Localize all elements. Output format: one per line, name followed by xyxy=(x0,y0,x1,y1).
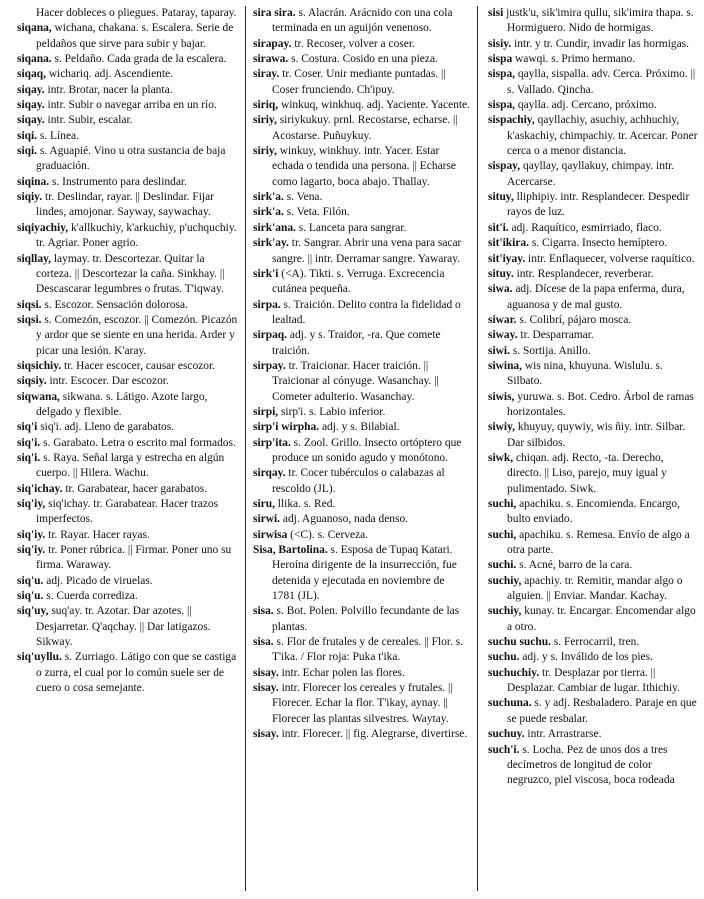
dictionary-entry xyxy=(488,390,699,421)
entry-definition: s. Línea. xyxy=(37,129,79,142)
entry-definition: siq'ichay. tr. Garabatear. Hacer trazos imperfectos. xyxy=(36,498,219,526)
dictionary-entry xyxy=(17,98,239,113)
entry-definition: tr. Poner rúbrica. || Firmar. Poner uno su firma. Waraway. xyxy=(36,544,232,572)
entry-definition: s. Aguapié. Vino u otra sustancia de baja graduación. xyxy=(36,145,226,173)
dictionary-entry xyxy=(488,420,699,451)
dictionary-entry xyxy=(253,190,470,205)
entry-definition: apachiku. s. Encomienda. Encargo, bulto enviado. xyxy=(507,498,680,526)
dictionary-entry xyxy=(488,604,699,635)
dictionary-entry xyxy=(488,6,699,37)
entry-headword: sisi xyxy=(488,7,504,19)
entry-headword: siqi. xyxy=(17,145,38,158)
dictionary-entry xyxy=(488,359,699,390)
entry-headword: siwiy, xyxy=(488,421,516,434)
entry-definition: tr. Garabatear, hacer garabatos. xyxy=(62,482,208,495)
entry-definition: tr. Coser. Unir mediante puntadas. || Coser frunciendo. Ch'ipuy. xyxy=(272,68,446,96)
dictionary-entry xyxy=(488,67,699,98)
entry-headword: siqsi. xyxy=(17,313,42,326)
dictionary-entry xyxy=(17,482,239,497)
entry-definition: s. Traición. Delito contra la fidelidad o lealtad. xyxy=(272,298,461,326)
entry-headword: sispa, xyxy=(488,68,516,81)
dictionary-entry xyxy=(253,681,470,727)
dictionary-entry xyxy=(253,98,470,113)
dictionary-entry xyxy=(488,528,699,559)
entry-definition: s. Acné, barro de la cara. xyxy=(516,559,633,572)
entry-headword: siwi. xyxy=(488,344,510,357)
entry-headword: sirk'a. xyxy=(253,206,284,219)
entry-definition: kunay. tr. Encargar. Encomendar algo a otro. xyxy=(507,605,696,633)
entry-definition: intr. y tr. Cundir, invadir las hormigas. xyxy=(511,37,689,50)
entry-headword: siriy, xyxy=(253,114,277,127)
dictionary-entry xyxy=(253,420,470,435)
dictionary-entry xyxy=(253,298,470,329)
dictionary-entry xyxy=(17,497,239,528)
dictionary-entry xyxy=(253,497,470,512)
entry-definition: adj. Raquítico, esmirriado, flaco. xyxy=(508,221,662,234)
dictionary-entry xyxy=(17,298,239,313)
dictionary-entry xyxy=(488,666,699,697)
entry-definition: intr. Echar polen las flores. xyxy=(278,666,405,679)
dictionary-entry xyxy=(488,344,699,359)
entry-headword: siq'i. xyxy=(17,451,41,464)
entry-headword: sirwi. xyxy=(253,513,281,526)
entry-definition: s. Instrumento para deslindar. xyxy=(49,175,187,188)
dictionary-entry xyxy=(253,144,470,190)
dictionary-entry xyxy=(253,466,470,497)
dictionary-entry xyxy=(17,359,239,374)
entry-definition: s. Zool. Grillo. Insecto ortóptero que produce un sonido agudo y monótono. xyxy=(272,436,462,464)
dictionary-entry xyxy=(17,6,239,21)
entry-headword: siriy, xyxy=(253,145,277,158)
entry-definition: s. Raya. Señal larga y estrecha en algún cuerpo. || Hilera. Wachu. xyxy=(36,451,225,480)
entry-definition: tr. Hacer escocer, causar escozor. xyxy=(61,359,216,372)
entry-headword: siwk, xyxy=(488,451,514,464)
entry-headword: sirk'a. xyxy=(253,191,284,204)
entry-definition: apachiku. s. Remesa. Envío de algo a otra parte. xyxy=(507,528,690,557)
entry-headword: siq'iy, xyxy=(17,498,46,510)
entry-definition: s. Cigarra. Insecto hemíptero. xyxy=(529,237,668,250)
entry-definition: s. Colibrí, pájaro mosca. xyxy=(516,313,632,326)
entry-definition: tr. Desplazar por tierra. || Desplazar. Cambiar de lugar. Ithichiy. xyxy=(507,666,680,695)
entry-definition: wichana, chakana. s. Escalera. Serie de peldaños que sirve para subir y bajar. xyxy=(36,22,234,50)
entry-headword: sit'i. xyxy=(488,221,509,234)
entry-definition: qayllachiy, asuchiy, achhuchiy, k'askachiy, chimpachiy. tr. Acercar. Poner cerca o a menor distancia. xyxy=(507,114,698,158)
dictionary-entry xyxy=(17,175,239,190)
entry-headword: sirawa. xyxy=(253,53,289,66)
entry-headword: sispachiy, xyxy=(488,114,535,127)
entry-definition: sikwana. s. Látigo. Azote largo, delgado y flexible. xyxy=(36,390,208,418)
dictionary-entry xyxy=(17,604,239,650)
entry-headword: siray. xyxy=(253,68,280,81)
column-divider xyxy=(477,6,478,891)
dictionary-entry xyxy=(488,497,699,528)
dictionary-entry xyxy=(253,436,470,467)
entry-headword: suchiy, xyxy=(488,605,522,618)
dictionary-entry xyxy=(17,436,239,451)
entry-headword: siqsiy. xyxy=(17,375,47,388)
entry-headword: suchu. xyxy=(488,651,520,664)
entry-definition: adj. Dícese de la papa enferma, dura, aguanosa y de mal gusto. xyxy=(507,283,685,311)
entry-headword: siq'uy, xyxy=(17,605,49,618)
dictionary-entry xyxy=(488,98,699,113)
entry-definition: wawqi. s. Primo hermano. xyxy=(512,53,636,66)
dictionary-entry xyxy=(17,589,239,604)
dictionary-entry xyxy=(488,159,699,190)
entry-definition: lliphipiy. intr. Resplandecer. Despedir rayos de luz. xyxy=(507,191,690,219)
entry-definition: tr. Deslindar, rayar. || Deslindar. Fijar lindes, amojonar. Sayway, saywachay. xyxy=(36,191,214,219)
entry-headword: sirpa. xyxy=(253,298,281,311)
entry-headword: suchu suchu. xyxy=(488,636,551,649)
column-2 xyxy=(253,6,470,743)
entry-headword: siwa. xyxy=(488,283,513,296)
entry-definition: s. Costura. Cosido en una pieza. xyxy=(288,53,438,66)
entry-headword: sispa xyxy=(488,53,513,66)
dictionary-entry xyxy=(17,129,239,144)
entry-definition: wichariq. adj. Ascendiente. xyxy=(45,68,173,81)
entry-definition: s. Ferrocarril, tren. xyxy=(550,636,640,649)
entry-headword: sit'iyay. xyxy=(488,252,526,265)
dictionary-entry xyxy=(488,650,699,665)
dictionary-entry xyxy=(253,405,470,420)
dictionary-entry xyxy=(253,666,470,681)
entry-definition: adj. Aguanoso, nada denso. xyxy=(280,513,409,526)
entry-headword: siqiy. xyxy=(17,191,43,204)
entry-definition: suq'ay. tr. Azotar. Dar azotes. || Desjarretar. Q'aqchay. || Dar latigazos. Sikway. xyxy=(36,605,211,649)
entry-definition: winkuq, winkhuq. adj. Yaciente. Yacente. xyxy=(278,99,470,112)
dictionary-entry xyxy=(488,282,699,313)
dictionary-entry xyxy=(17,252,239,298)
entry-headword: siqina. xyxy=(17,175,50,188)
entry-definition: intr. Florecer los cereales y frutales. || Florecer. Echar la flor. T'ikay, aynay. || Florecer las plantas silvestres. Waytay. xyxy=(272,682,453,725)
entry-definition: apachiy. tr. Remitir, mandar algo o alguien. || Enviar. Mandar. Kachay. xyxy=(507,574,683,603)
entry-headword: sit'ikira. xyxy=(488,237,529,250)
entry-headword: siwis, xyxy=(488,390,515,403)
entry-headword: sisa. xyxy=(253,605,274,618)
dictionary-entry xyxy=(253,52,470,67)
entry-headword: siqsichiy. xyxy=(17,359,62,372)
dictionary-entry xyxy=(17,221,239,252)
entry-headword: siwina, xyxy=(488,359,523,372)
entry-definition: s. Vena. xyxy=(283,191,323,204)
entry-definition: s. Cuerda corrediza. xyxy=(43,590,138,603)
entry-headword: sirqay. xyxy=(253,467,286,480)
entry-headword: siq'uyllu. xyxy=(17,651,62,664)
dictionary-entry xyxy=(253,113,470,144)
entry-definition: s. y adj. Resbaladero. Paraje en que se puede resbalar. xyxy=(507,697,697,725)
entry-headword: siq'i. xyxy=(17,436,41,449)
entry-definition: khuyuy, quywiy, wis ñiy. intr. Silbar. Dar silbidos. xyxy=(507,421,686,449)
entry-definition: tr. Sangrar. Abrir una vena para sacar sangre. || intr. Derramar sangre. Yawaray. xyxy=(272,237,462,265)
entry-definition: intr. Enflaquecer, volverse raquítico. xyxy=(525,252,695,265)
entry-definition: intr. Subir o navegar arriba en un río. xyxy=(44,99,217,112)
entry-definition: s. Sortija. Anillo. xyxy=(509,344,591,357)
dictionary-entry xyxy=(488,52,699,67)
dictionary-entry xyxy=(17,374,239,389)
entry-headword: sirpi, xyxy=(253,405,279,418)
entry-definition: intr. Subir, escalar. xyxy=(44,114,133,127)
entry-definition: sirp'i. s. Labio inferior. xyxy=(278,405,386,418)
entry-definition: intr. Resplandecer, reverberar. xyxy=(513,267,654,280)
entry-definition: s. Garabato. Letra o escrito mal formados. xyxy=(40,436,236,449)
entry-headword: siqana. xyxy=(17,53,52,66)
entry-headword: siq'ichay. xyxy=(17,482,63,495)
entry-definition: s. Locha. Pez de unos dos a tres decímetros de longitud de color negruzco, piel viscosa, boca rodeada xyxy=(507,743,675,787)
entry-definition: tr. Cocer tubérculos o calabazas al rescoldo (JL). xyxy=(272,467,445,495)
dictionary-entry xyxy=(17,113,239,128)
entry-headword: siq'u. xyxy=(17,574,44,587)
entry-headword: suchuy. xyxy=(488,728,525,741)
entry-headword: siq'iy. xyxy=(17,544,46,557)
entry-definition: adj. y s. Inválido de los pies. xyxy=(519,651,653,664)
entry-headword: sirp'i wirpha. xyxy=(253,421,320,434)
entry-headword: siqay. xyxy=(17,83,45,96)
entry-definition: qaylla. adj. Cercano, próximo. xyxy=(515,99,657,112)
dictionary-entry xyxy=(17,67,239,82)
dictionary-entry xyxy=(488,236,699,251)
dictionary-entry xyxy=(253,727,470,742)
entry-headword: siqaq, xyxy=(17,68,46,81)
entry-definition: intr. Florecer. || fig. Alegrarse, divertirse. xyxy=(278,728,468,741)
dictionary-entry xyxy=(17,83,239,98)
entry-headword: sispay, xyxy=(488,160,521,173)
entry-headword: sisay. xyxy=(253,682,279,695)
dictionary-entry xyxy=(253,267,470,298)
entry-definition: Hacer dobleces o pliegues. Pataray, taparay. xyxy=(36,7,237,19)
entry-definition: siriykukuy. prnl. Recostarse, echarse. || Acostarse. Puñuykuy. xyxy=(272,114,458,142)
entry-definition: adj. y s. Bilabial. xyxy=(319,421,400,434)
entry-headword: siq'iy. xyxy=(17,528,46,541)
dictionary-entry xyxy=(253,359,470,405)
dictionary-entry xyxy=(17,21,239,52)
entry-headword: siqsi. xyxy=(17,298,42,311)
entry-definition: (<A). Tikti. s. Verruga. Excrecencia cutánea pequeña. xyxy=(272,267,445,296)
entry-headword: siqana, xyxy=(17,22,52,35)
dictionary-entry xyxy=(17,144,239,175)
entry-headword: Sisa, Bartolina. xyxy=(253,544,328,557)
entry-headword: siwar. xyxy=(488,313,517,326)
dictionary-entry xyxy=(488,313,699,328)
entry-headword: sisay. xyxy=(253,666,279,679)
entry-headword: sirp'ita. xyxy=(253,436,291,449)
dictionary-entry xyxy=(17,574,239,589)
entry-definition: intr. Arrastrarse. xyxy=(524,728,602,741)
dictionary-entry xyxy=(488,574,699,605)
entry-headword: siru, xyxy=(253,498,275,510)
dictionary-entry xyxy=(253,512,470,527)
dictionary-entry xyxy=(488,113,699,159)
column-3 xyxy=(488,6,699,789)
entry-definition: intr. Brotar, nacer la planta. xyxy=(44,83,173,96)
entry-definition: s. Zurriago. Látigo con que se castiga o zurra, el cual por lo común suele ser de cuero o cosa semejante. xyxy=(36,651,237,695)
dictionary-entry xyxy=(488,635,699,650)
entry-headword: suchuchiy. xyxy=(488,666,540,679)
entry-headword: sisa. xyxy=(253,636,274,649)
dictionary-entry xyxy=(488,558,699,573)
entry-headword: sira sira. xyxy=(253,7,296,19)
entry-definition: s. Bot. Polen. Polvillo fecundante de las plantas. xyxy=(272,605,460,633)
dictionary-entry xyxy=(253,6,470,37)
entry-definition: intr. Escocer. Dar escozor. xyxy=(46,375,169,388)
entry-definition: qayllay, qayllakuy, chimpay. intr. Acercarse. xyxy=(507,160,675,188)
entry-headword: sirpaq. xyxy=(253,329,288,342)
dictionary-entry xyxy=(488,328,699,343)
entry-definition: justk'u, sik'imira qullu, sik'imira thapa. s. Hormiguero. Nido de hormigas. xyxy=(503,7,694,35)
dictionary-entry xyxy=(17,390,239,421)
entry-definition: (<C). s. Cerveza. xyxy=(287,528,369,541)
dictionary-entry xyxy=(253,328,470,359)
entry-definition: s. Veta. Filón. xyxy=(283,206,350,219)
entry-headword: siqwana, xyxy=(17,390,60,403)
entry-definition: s. Flor de frutales y de cereales. || Flor. s. T'ika. / Flor roja: Puka t'ika. xyxy=(272,636,464,664)
dictionary-entry xyxy=(253,37,470,52)
entry-definition: chiqan. adj. Recto, -ta. Derecho, directo. || Liso, parejo, muy igual y pulimentado. Siwk. xyxy=(507,451,667,495)
entry-headword: sirapay. xyxy=(253,37,292,50)
entry-definition: yuruwa. s. Bot. Cedro. Árbol de ramas horizontales. xyxy=(507,390,694,418)
entry-definition: tr. Recoser, volver a coser. xyxy=(291,37,415,50)
entry-definition: s. Escozor. Sensación dolorosa. xyxy=(41,298,188,311)
dictionary-entry xyxy=(17,543,239,574)
dictionary-entry xyxy=(488,727,699,742)
dictionary-entry xyxy=(253,528,470,543)
entry-headword: siq'i xyxy=(17,421,38,434)
column-divider xyxy=(245,6,246,891)
dictionary-entry xyxy=(253,221,470,236)
entry-definition: laymay. tr. Descortezar. Quitar la corteza. || Descortezar la caña. Sinkhay. || Descascarar legumbres o frutas. T'iqway. xyxy=(36,252,225,296)
dictionary-entry xyxy=(488,190,699,221)
dictionary-entry xyxy=(253,543,470,604)
entry-definition: k'allkuchiy, k'arkuchiy, p'uchquchiy. tr. Agriar. Poner agrio. xyxy=(36,221,237,250)
entry-definition: wis nina, khuyuna. Wislulu. s. Silbato. xyxy=(507,359,663,388)
entry-definition: siq'i. adj. Lleno de garabatos. xyxy=(37,421,175,434)
entry-headword: situy. xyxy=(488,267,514,280)
dictionary-entry xyxy=(17,52,239,67)
dictionary-entry xyxy=(253,604,470,635)
entry-headword: sisay. xyxy=(253,728,279,741)
entry-headword: such'i. xyxy=(488,743,520,756)
dictionary-entry xyxy=(17,650,239,696)
dictionary-entry xyxy=(488,743,699,789)
dictionary-entry xyxy=(253,205,470,220)
entry-definition: llika. s. Red. xyxy=(274,498,336,510)
entry-definition: tr. Traicionar. Hacer traición. || Traicionar al cónyuge. Wasanchay. || Cometer adulterio. Wasanchay. xyxy=(272,359,439,403)
entry-headword: suchi, xyxy=(488,498,517,510)
entry-headword: siq'u. xyxy=(17,590,44,603)
entry-headword: suchi. xyxy=(488,559,517,572)
entry-definition: s. Lanceta para sangrar. xyxy=(295,221,407,234)
entry-headword: sirk'i xyxy=(253,267,279,280)
entry-definition: qaylla, sispalla. adv. Cerca. Próximo. || s. Vallado. Qincha. xyxy=(507,68,696,96)
dictionary-entry xyxy=(17,190,239,221)
dictionary-entry xyxy=(17,451,239,482)
entry-headword: sirk'ana. xyxy=(253,221,296,234)
entry-definition: s. Alacrán. Arácnido con una cola terminada en un aguijón venenoso. xyxy=(272,7,453,35)
dictionary-entry xyxy=(253,635,470,666)
column-1 xyxy=(17,6,239,696)
entry-headword: suchuna. xyxy=(488,697,532,710)
entry-headword: suchi, xyxy=(488,528,517,541)
entry-definition: tr. Desparramar. xyxy=(517,329,594,342)
entry-headword: siqiyachiy, xyxy=(17,221,69,234)
entry-headword: sirwisa xyxy=(253,528,288,541)
dictionary-entry xyxy=(17,420,239,435)
entry-headword: siway. xyxy=(488,329,518,342)
entry-headword: suchiy, xyxy=(488,574,522,587)
dictionary-entry xyxy=(17,528,239,543)
dictionary-entry xyxy=(488,221,699,236)
dictionary-entry xyxy=(488,696,699,727)
dictionary-entry xyxy=(488,37,699,52)
entry-headword: siqay. xyxy=(17,99,45,112)
entry-headword: siqi. xyxy=(17,129,38,142)
dictionary-entry xyxy=(253,236,470,267)
entry-headword: sirk'ay. xyxy=(253,237,289,250)
entry-definition: s. Comezón, escozor. || Comezón. Picazón y ardor que se siente en una herida. Arder y picar una lesión. K'aray. xyxy=(36,313,238,357)
dictionary-entry xyxy=(488,451,699,497)
entry-headword: sirpay. xyxy=(253,359,286,372)
entry-headword: situy, xyxy=(488,191,514,204)
entry-definition: adj. Picado de viruelas. xyxy=(43,574,153,587)
entry-headword: siriq, xyxy=(253,99,279,112)
entry-definition: s. Esposa de Tupaq Katari. Heroína dirigente de la insurrección, fue detenida y ejecutada en noviembre de 1781 (JL). xyxy=(272,544,457,603)
entry-definition: winkuy, winkhuy. intr. Yacer. Estar echada o tendida una persona. || Echarse como lagarto, boca abajo. Thallay. xyxy=(272,145,456,188)
entry-definition: adj. y s. Traidor, -ra. Que comete traición. xyxy=(272,329,441,357)
entry-headword: siqllay, xyxy=(17,252,52,265)
entry-definition: tr. Rayar. Hacer rayas. xyxy=(45,528,150,541)
dictionary-entry xyxy=(17,313,239,359)
dictionary-entry xyxy=(253,67,470,98)
dictionary-entry xyxy=(488,267,699,282)
entry-headword: siqay. xyxy=(17,114,45,127)
entry-headword: sispa, xyxy=(488,99,516,112)
entry-headword: sisiy. xyxy=(488,37,512,50)
dictionary-entry xyxy=(488,252,699,267)
entry-definition: s. Peldaño. Cada grada de la escalera. xyxy=(51,53,227,66)
